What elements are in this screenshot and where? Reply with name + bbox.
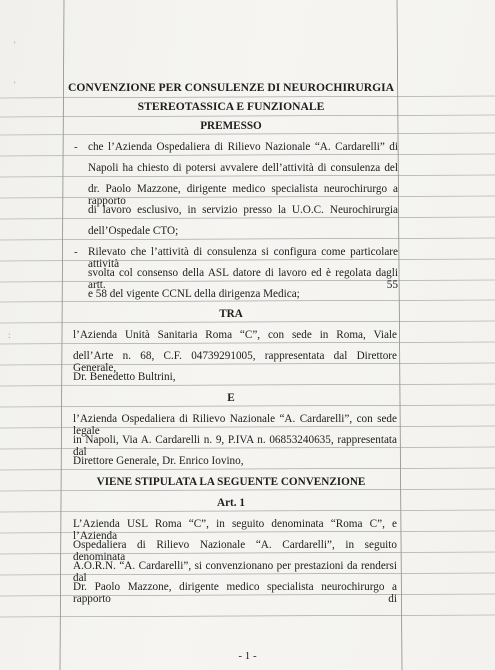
premise-line: che l’Azienda Ospedaliera di Rilievo Nazionale “A. Cardarelli” di — [88, 141, 398, 153]
binding-mark: ' — [14, 40, 16, 50]
premesso-heading: PREMESSO — [200, 120, 262, 132]
party-line: in Napoli, Via A. Cardarelli n. 9, P.IVA n. 06853240635, rappresentata dal — [73, 434, 397, 458]
premise-line: di lavoro esclusivo, in servizio presso la U.O.C. Neurochirurgia — [88, 204, 398, 216]
article-line: Ospedaliera di Rilievo Nazionale “A. Cardarelli”, in seguito denominata — [73, 539, 397, 563]
premise-line: svolta col consenso della ASL datore di lavoro ed è regolata dagli artt. 55 — [88, 267, 398, 291]
party-line: dell’Arte n. 68, C.F. 04739291005, rappresentata dal Direttore Generale, — [73, 350, 397, 374]
binding-mark: ' — [14, 80, 16, 90]
e-heading: E — [227, 392, 235, 404]
party-line: l’Azienda Ospedaliera di Rilievo Nazionale “A. Cardarelli”, con sede legale — [73, 413, 397, 437]
bullet-dash: - — [74, 141, 78, 153]
binding-mark: : — [8, 330, 11, 340]
premise-line: Rilevato che l’attività di consulenza si configura come particolare attività — [88, 246, 398, 270]
document-title-line2: STEREOTASSICA E FUNZIONALE — [137, 100, 325, 113]
article-heading: Art. 1 — [217, 497, 245, 509]
party-line: Dr. Benedetto Bultrini, — [73, 371, 176, 383]
premise-line: e 58 del vigente CCNL della dirigenza Medica; — [88, 288, 300, 300]
premise-line: dr. Paolo Mazzone, dirigente medico specialista neurochirurgo a rapporto — [88, 183, 398, 207]
article-line: A.O.R.N. “A. Cardarelli”, si convenzionano per prestazioni da rendersi dal — [73, 560, 397, 584]
party-line: Direttore Generale, Dr. Enrico Iovino, — [73, 455, 244, 467]
agreement-heading: VIENE STIPULATA LA SEGUENTE CONVENZIONE — [96, 476, 366, 488]
article-line: L’Azienda USL Roma “C”, in seguito denominata “Roma C”, e l’Azienda — [73, 518, 397, 542]
document-title-line1: CONVENZIONE PER CONSULENZE DI NEUROCHIRURGIA — [68, 81, 394, 94]
party-line: l’Azienda Unità Sanitaria Roma “C”, con sede in Roma, Viale — [73, 329, 397, 341]
article-line: Dr. Paolo Mazzone, dirigente medico specialista neurochirurgo a rapporto di — [73, 581, 397, 605]
tra-heading: TRA — [219, 308, 243, 320]
premise-line: Napoli ha chiesto di potersi avvalere dell’attività di consulenza del — [88, 162, 398, 174]
bullet-dash: - — [74, 246, 78, 258]
page-number: - 1 - — [238, 650, 257, 662]
premise-line: dell’Ospedale CTO; — [88, 225, 179, 237]
